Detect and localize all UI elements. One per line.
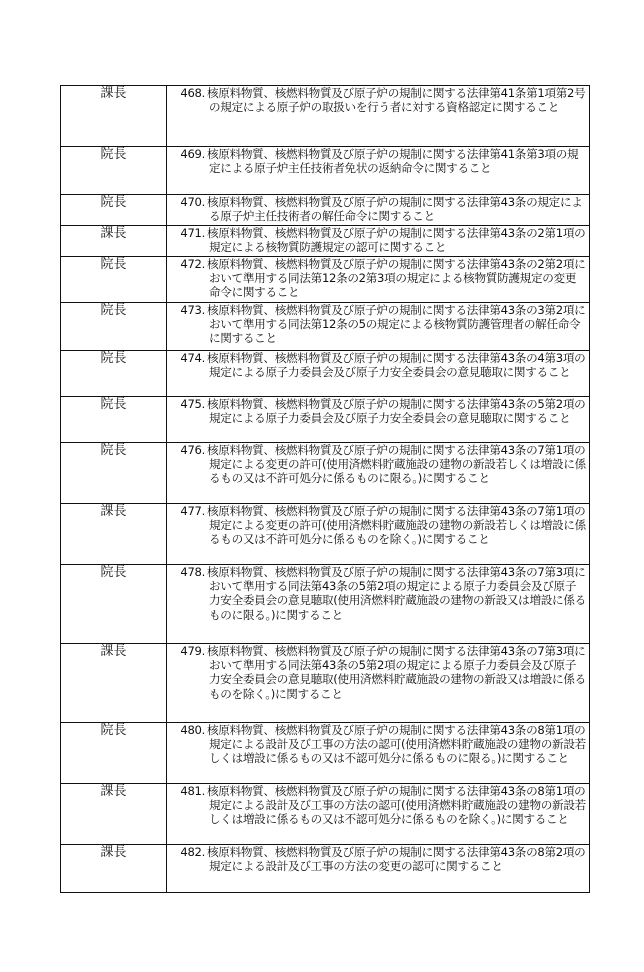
item-content: [167, 195, 589, 223]
authority-label: 課長: [100, 845, 127, 860]
item-cell: [167, 443, 590, 504]
item-text: 核原料物質、核燃料物質及び原子炉の規制に関する法律第43条の7第3項において準用する同法第43条の5第2項の規定による原子力委員会及び原子力安全委員会の意見聴取(使用済燃料貯蔵施設の建物の新設又は増設に係るものに限る。)に関すること: [207, 565, 586, 622]
table-row: [61, 644, 590, 723]
item-number: 477.: [180, 504, 205, 518]
item-content: [167, 397, 589, 425]
authority-label: 院長: [100, 565, 127, 580]
table-row: [61, 351, 590, 397]
item-text: 核原料物質、核燃料物質及び原子炉の規制に関する法律第43条の4第3項の規定による原子力委員会及び原子力安全委員会の意見聴取に関すること: [207, 351, 586, 380]
item-number: 468.: [180, 86, 205, 100]
item-number: 470.: [180, 195, 205, 209]
item-number: 473.: [180, 303, 205, 317]
table-row: [61, 147, 590, 195]
authority-cell: [61, 644, 167, 723]
table-row: [61, 504, 590, 565]
item-number: 469.: [180, 147, 205, 161]
item-content: [167, 226, 589, 254]
item-text: 核原料物質、核燃料物質及び原子炉の規制に関する法律第43条の7第1項の規定による変更の許可(使用済燃料貯蔵施設の建物の新設若しくは増設に係るもの又は不許可処分に係るものに限る。)に関すること: [207, 443, 586, 486]
item-text: 核原料物質、核燃料物質及び原子炉の規制に関する法律第43条の7第3項において準用する同法第43条の5第2項の規定による原子力委員会及び原子力安全委員会の意見聴取(使用済燃料貯蔵施設の建物の新設又は増設に係るものを除く。)に関すること: [207, 644, 586, 701]
item-cell: [167, 397, 590, 443]
item-number: 481.: [180, 784, 205, 798]
item-content: [167, 86, 589, 114]
table-row: [61, 565, 590, 644]
authority-label: 課長: [100, 504, 127, 519]
item-text: 核原料物質、核燃料物質及び原子炉の規制に関する法律第43条の3第2項において準用する同法第12条の5の規定による核物質防護管理者の解任命令に関すること: [207, 303, 586, 346]
table-row: [61, 397, 590, 443]
item-number: 480.: [180, 723, 205, 737]
authority-label: 院長: [100, 303, 127, 318]
item-content: [167, 784, 589, 827]
authority-label: 院長: [100, 195, 127, 210]
authority-label: 課長: [100, 226, 127, 241]
authority-cell: [61, 845, 167, 893]
item-content: [167, 845, 589, 873]
item-text: 核原料物質、核燃料物質及び原子炉の規制に関する法律第41条第3項の規定による原子炉主任技術者免状の返納命令に関すること: [207, 147, 579, 176]
authority-cell: [61, 226, 167, 257]
table-row: [61, 195, 590, 226]
item-number: 471.: [180, 226, 205, 240]
authority-cell: [61, 351, 167, 397]
table-row: [61, 845, 590, 893]
authority-cell: [61, 257, 167, 303]
item-cell: [167, 644, 590, 723]
item-content: [167, 257, 589, 300]
item-cell: [167, 351, 590, 397]
item-cell: [167, 195, 590, 226]
item-content: [167, 565, 589, 622]
authority-cell: [61, 784, 167, 845]
item-number: 479.: [180, 644, 205, 658]
item-text: 核原料物質、核燃料物質及び原子炉の規制に関する法律第43条の2第1項の規定による核物質防護規定の認可に関すること: [207, 226, 586, 255]
table-row: [61, 86, 590, 147]
authority-label: 課長: [100, 86, 127, 101]
authority-label: 院長: [100, 397, 127, 412]
item-cell: [167, 845, 590, 893]
table-row: [61, 723, 590, 784]
item-text: 核原料物質、核燃料物質及び原子炉の規制に関する法律第41条第1項第2号の規定による原子炉の取扱いを行う者に対する資格認定に関すること: [207, 86, 586, 115]
item-content: [167, 351, 589, 379]
item-text: 核原料物質、核燃料物質及び原子炉の規制に関する法律第43条の5第2項の規定による原子力委員会及び原子力安全委員会の意見聴取に関すること: [207, 397, 586, 426]
authority-cell: [61, 147, 167, 195]
item-content: [167, 147, 589, 175]
item-cell: [167, 784, 590, 845]
table-row: [61, 226, 590, 257]
item-cell: [167, 723, 590, 784]
authority-cell: [61, 504, 167, 565]
item-cell: [167, 226, 590, 257]
item-number: 472.: [180, 257, 205, 271]
authority-label: 院長: [100, 443, 127, 458]
table-row: [61, 303, 590, 351]
authority-cell: [61, 723, 167, 784]
table-row: [61, 257, 590, 303]
authority-label: 院長: [100, 723, 127, 738]
authority-label: 課長: [100, 784, 127, 799]
authority-cell: [61, 565, 167, 644]
item-cell: [167, 86, 590, 147]
table-body: [61, 86, 590, 893]
delegation-table: [60, 85, 590, 893]
item-number: 474.: [180, 351, 205, 365]
item-content: [167, 303, 589, 346]
item-text: 核原料物質、核燃料物質及び原子炉の規制に関する法律第43条の8第1項の規定による設計及び工事の方法の認可(使用済燃料貯蔵施設の建物の新設若しくは増設に係るもの又は不認可処分に係るものに限る。)に関すること: [207, 723, 586, 766]
item-cell: [167, 147, 590, 195]
item-number: 475.: [180, 397, 205, 411]
item-cell: [167, 257, 590, 303]
authority-cell: [61, 443, 167, 504]
authority-label: 院長: [100, 257, 127, 272]
item-number: 476.: [180, 443, 205, 457]
item-number: 482.: [180, 845, 205, 859]
item-content: [167, 443, 589, 486]
authority-label: 院長: [100, 147, 127, 162]
authority-cell: [61, 195, 167, 226]
authority-cell: [61, 397, 167, 443]
item-content: [167, 644, 589, 701]
table-row: [61, 784, 590, 845]
item-text: 核原料物質、核燃料物質及び原子炉の規制に関する法律第43条の2第2項において準用する同法第12条の2第3項の規定による核物質防護規定の変更命令に関すること: [207, 257, 586, 300]
authority-cell: [61, 86, 167, 147]
authority-label: 院長: [100, 351, 127, 366]
item-text: 核原料物質、核燃料物質及び原子炉の規制に関する法律第43条の7第1項の規定による変更の許可(使用済燃料貯蔵施設の建物の新設若しくは増設に係るもの又は不許可処分に係るものを除く。)に関すること: [207, 504, 586, 547]
item-cell: [167, 504, 590, 565]
item-number: 478.: [180, 565, 205, 579]
item-content: [167, 504, 589, 547]
item-text: 核原料物質、核燃料物質及び原子炉の規制に関する法律第43条の8第2項の規定による設計及び工事の方法の変更の認可に関すること: [207, 845, 586, 874]
item-cell: [167, 565, 590, 644]
table-row: [61, 443, 590, 504]
item-text: 核原料物質、核燃料物質及び原子炉の規制に関する法律第43条の規定による原子炉主任技術者の解任命令に関すること: [207, 195, 583, 224]
item-text: 核原料物質、核燃料物質及び原子炉の規制に関する法律第43条の8第1項の規定による設計及び工事の方法の認可(使用済燃料貯蔵施設の建物の新設若しくは増設に係るもの又は不認可処分に係るものを除く。)に関すること: [207, 784, 586, 827]
authority-label: 課長: [100, 644, 127, 659]
authority-cell: [61, 303, 167, 351]
item-content: [167, 723, 589, 766]
item-cell: [167, 303, 590, 351]
